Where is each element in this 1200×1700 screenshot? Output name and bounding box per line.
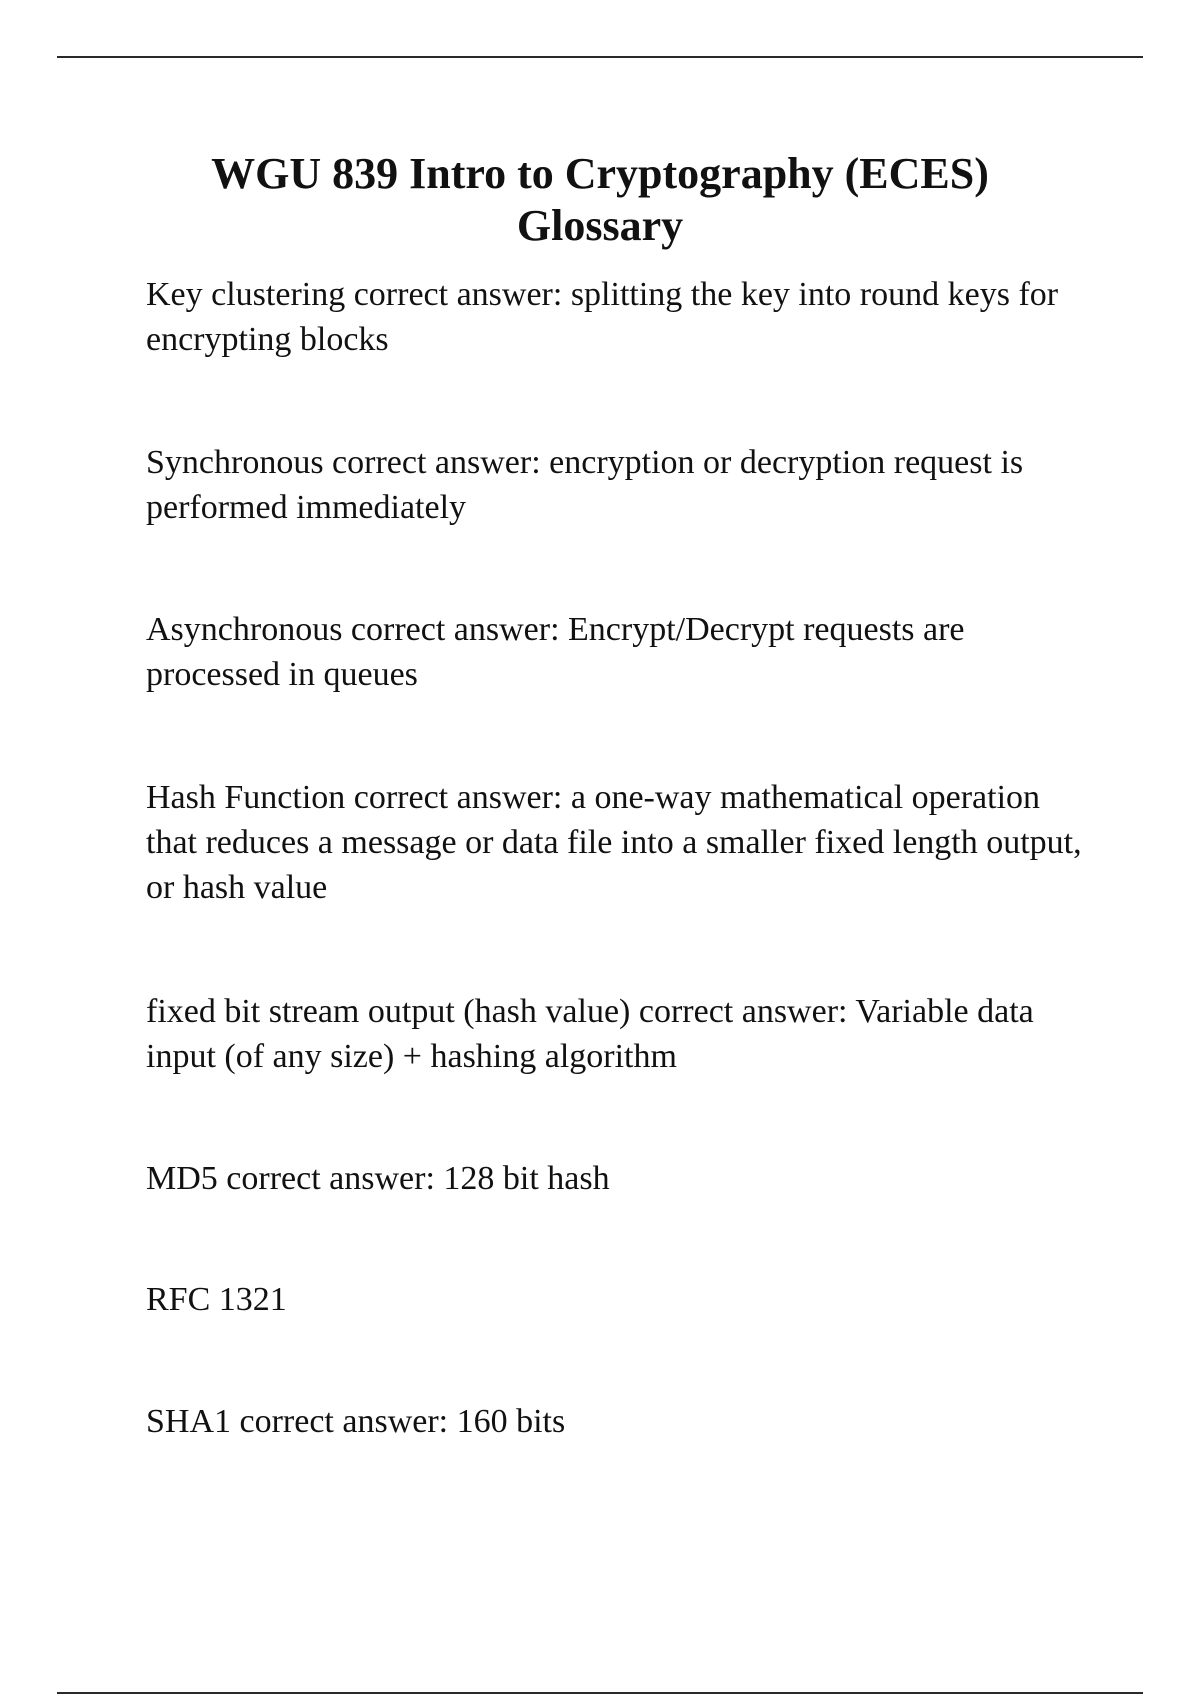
header-divider [57, 56, 1143, 58]
title-line-1: WGU 839 Intro to Cryptography (ECES) [211, 149, 989, 198]
glossary-entry-hash-function: Hash Function correct answer: a one-way mathematical operation that reduces a message or data file into a smaller fixed length output, or hash value [146, 779, 1082, 906]
title-line-2: Glossary [516, 201, 684, 250]
glossary-entry-asynchronous: Asynchronous correct answer: Encrypt/Decrypt requests are processed in queues [146, 611, 965, 693]
glossary-entry-md5: MD5 correct answer: 128 bit hash [146, 1160, 610, 1197]
page-title [0, 148, 1200, 252]
footer-divider [57, 1692, 1143, 1694]
glossary-entry-rfc-1321: RFC 1321 [146, 1281, 287, 1318]
glossary-entry-fixed-bit-stream: fixed bit stream output (hash value) correct answer: Variable data input (of any size) + hashing algorithm [146, 993, 1034, 1075]
glossary-entry-sha1: SHA1 correct answer: 160 bits [146, 1403, 566, 1440]
glossary-entry-key-clustering: Key clustering correct answer: splitting the key into round keys for encrypting blocks [146, 276, 1059, 358]
glossary-entry-synchronous: Synchronous correct answer: encryption or decryption request is performed immediately [146, 444, 1024, 526]
